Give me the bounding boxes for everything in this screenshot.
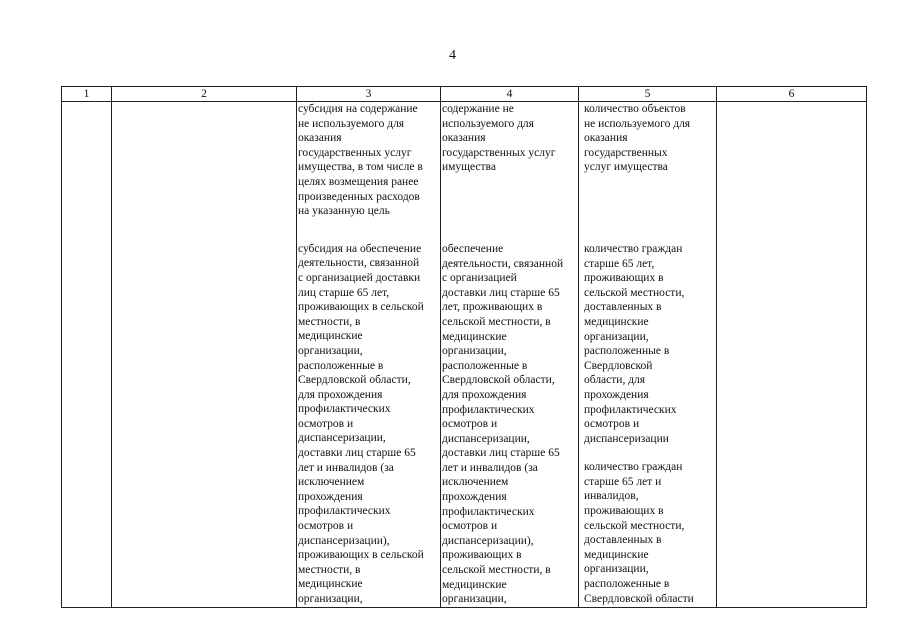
header-col-6: 6 <box>717 87 867 102</box>
block-spacer <box>579 175 716 242</box>
page-number: 4 <box>449 48 456 63</box>
col3-subsidy-delivery: субсидия на обеспечение деятельности, связанной с организацией доставки лиц старше 65 лет, проживающих в сельской местности, в медицинские организации, расположенные в Свердловской области, для прохождения профилактических осмотров и диспансеризации, доставки лиц старше 65 лет и инвалидов (за исключением прохождения профилактических осмотров и диспансеризации), проживающих в сельской местности, в медицинские организации, <box>298 242 424 605</box>
header-col-5: 5 <box>579 87 717 102</box>
header-row <box>62 87 867 102</box>
block-spacer <box>441 175 578 242</box>
col5-indicator-citizens-disabled: количество граждан старше 65 лет и инвалидов, проживающих в сельской местности, доставленных в медицинские организации, расположенные в Свердловской области <box>584 461 694 605</box>
col4-delivery-purpose: обеспечение деятельности, связанной с организацией доставки лиц старше 65 лет, проживающих в сельской местности, в медицинские организации, расположенные в Свердловской области, для прохождения профилактических осмотров и диспансеризации, доставки лиц старше 65 лет и инвалидов (за исключением прохождения профилактических осмотров и диспансеризации), проживающих в сельской местности, в медицинские организации, <box>442 242 564 606</box>
block-spacer <box>297 219 440 242</box>
header-col-1: 1 <box>62 87 112 102</box>
col5-indicator-citizens-65: количество граждан старше 65 лет, проживающих в сельской местности, доставленных в медицинские организации, расположенные в Свердловской области, для прохождения профилактических осмотров и диспансеризации <box>584 242 685 445</box>
header-col-4: 4 <box>441 87 579 102</box>
cell-col-2 <box>112 102 297 608</box>
cell-col-3 <box>297 102 441 608</box>
budget-table <box>61 86 867 608</box>
block-spacer <box>579 446 716 460</box>
col4-maintenance-purpose: содержание не используемого для оказания государственных услуг имущества <box>442 103 556 174</box>
header-col-2: 2 <box>112 87 297 102</box>
cell-col-4 <box>441 102 579 608</box>
cell-col-5 <box>579 102 717 608</box>
col3-subsidy-maintenance: субсидия на содержание не используемого для оказания государственных услуг имущества, в том числе в целях возмещения ранее произведенных расходов на указанную цель <box>298 103 423 218</box>
table-row <box>62 102 867 608</box>
col5-indicator-objects: количество объектов не используемого для оказания государственных услуг имущества <box>584 103 691 174</box>
cell-col-6 <box>717 102 867 608</box>
cell-col-1 <box>62 102 112 608</box>
header-col-3: 3 <box>297 87 441 102</box>
